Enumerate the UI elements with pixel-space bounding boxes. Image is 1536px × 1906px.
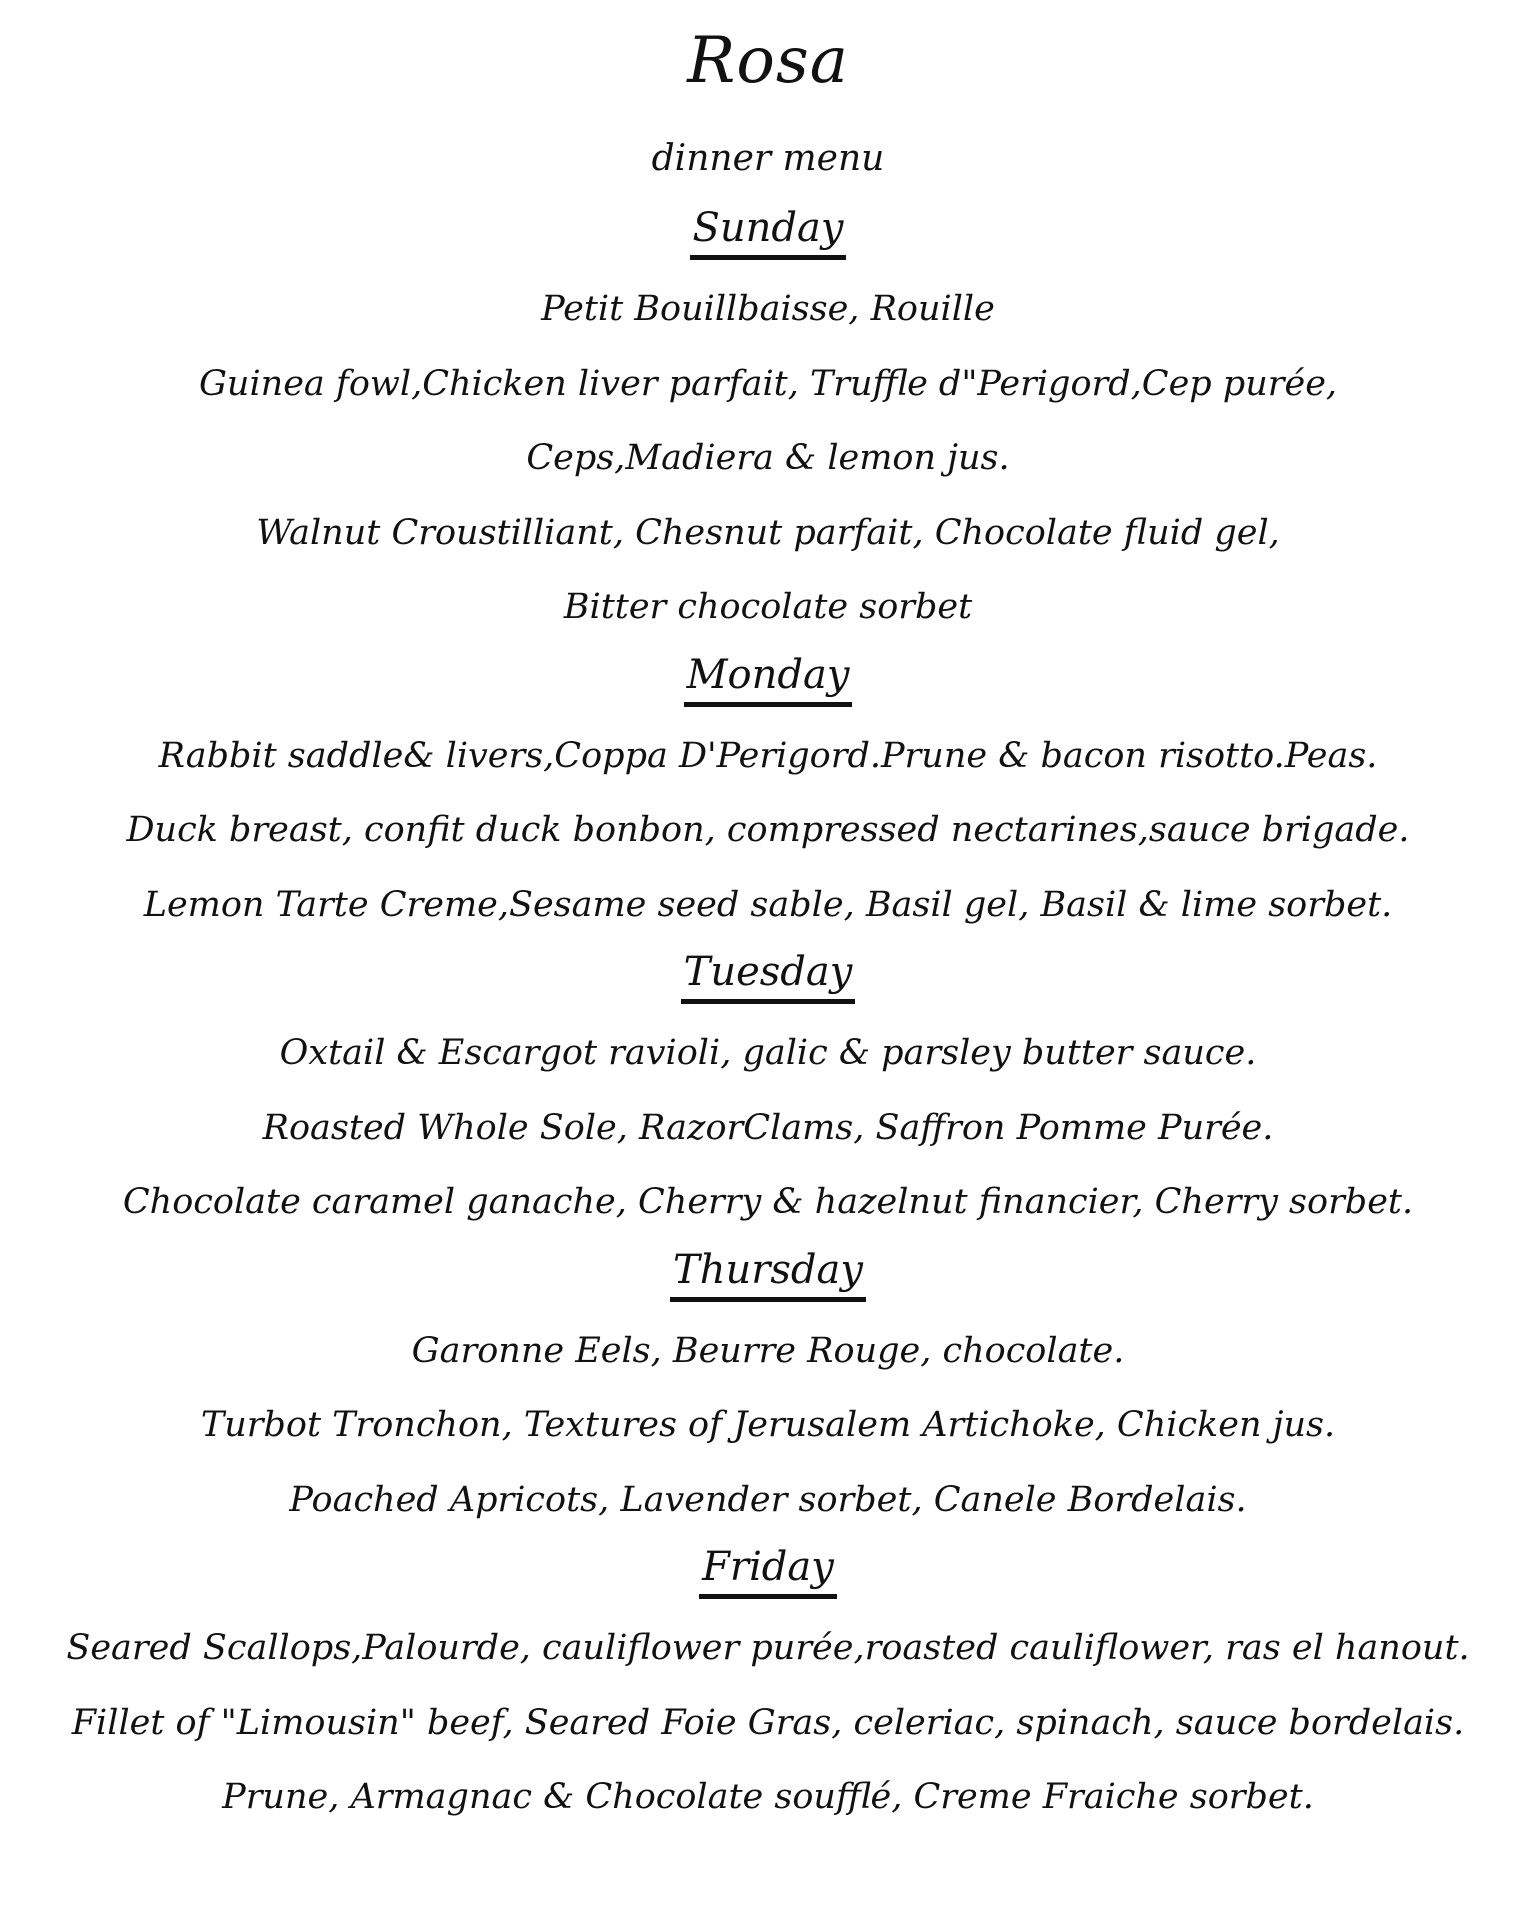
day-section-sunday [0,198,1536,645]
day-section-thursday [0,1240,1536,1538]
dish-line: Lemon Tarte Creme,Sesame seed sable, Basil gel, Basil & lime sorbet. [143,884,1393,925]
day-heading [0,645,1536,719]
dish-line: Walnut Croustilliant, Chesnut parfait, Chocolate fluid gel, [256,512,1280,553]
dish-line: Chocolate caramel ganache, Cherry & hazelnut financier, Cherry sorbet. [122,1182,1414,1222]
dish-line: Duck breast, confit duck bonbon, compressed nectarines,sauce brigade. [126,810,1410,850]
day-name: Thursday [670,1243,866,1302]
day-section-monday [0,645,1536,943]
dish-line: Guinea fowl,Chicken liver parfait, Truffle d"Perigord,Cep purée, [198,363,1338,404]
dish-line: Turbot Tronchon, Textures of Jerusalem Artichoke, Chicken jus. [200,1405,1336,1445]
day-heading [0,1240,1536,1314]
dish-line: Ceps,Madiera & lemon jus. [526,438,1010,478]
dish-line: Prune, Armagnac & Chocolate soufflé, Creme Fraiche sorbet. [222,1777,1314,1817]
dish-line: Roasted Whole Sole, RazorClams, Saffron Pomme Purée. [262,1107,1274,1148]
day-heading [0,1537,1536,1611]
day-heading [0,198,1536,272]
menu-days [0,198,1536,1835]
dish-line: Seared Scallops,Palourde, cauliflower purée,roasted cauliflower, ras el hanout. [66,1628,1470,1668]
dish-line: Poached Apricots, Lavender sorbet, Canele Bordelais. [289,1479,1247,1520]
menu-subtitle: dinner menu [651,138,885,179]
day-name: Monday [684,648,853,707]
dish-line: Rabbit saddle& livers,Coppa D'Perigord.Prune & bacon risotto.Peas. [158,735,1378,776]
dish-line: Bitter chocolate sorbet [563,587,973,627]
day-section-friday [0,1537,1536,1835]
day-name: Sunday [690,201,847,260]
day-section-tuesday [0,942,1536,1240]
restaurant-name: Rosa [687,24,849,98]
day-name: Tuesday [681,945,856,1004]
dish-line: Fillet of "Limousin" beef, Seared Foie Gras, celeriac, spinach, sauce bordelais. [71,1702,1465,1743]
dish-line: Petit Bouillbaisse, Rouille [541,289,995,329]
dish-line: Oxtail & Escargot ravioli, galic & parsley butter sauce. [279,1033,1257,1073]
day-heading [0,942,1536,1016]
day-name: Friday [699,1540,837,1599]
dish-line: Garonne Eels, Beurre Rouge, chocolate. [411,1330,1125,1371]
